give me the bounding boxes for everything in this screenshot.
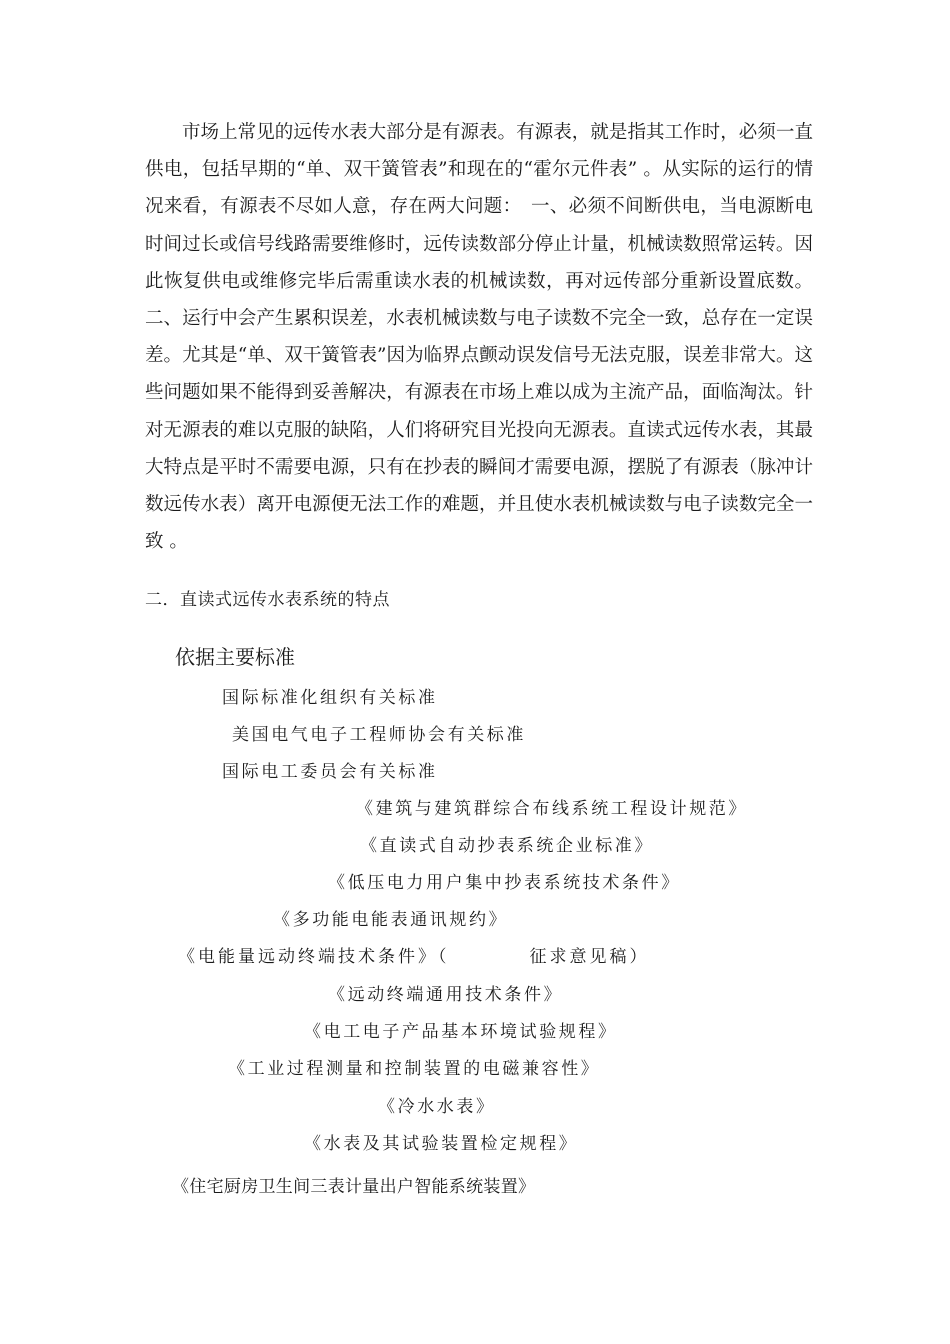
- standard-item: 《水表及其试验装置检定规程》: [304, 1134, 579, 1154]
- standards-heading: 依据主要标准: [175, 645, 295, 669]
- standard-item: 《建筑与建筑群综合布线系统工程设计规范》: [356, 799, 748, 819]
- standard-item: 国际电工委员会有关标准: [222, 762, 438, 782]
- standard-item: 国际标准化组织有关标准: [222, 688, 438, 708]
- section-heading: 二．直读式远传水表系统的特点: [145, 590, 390, 610]
- standard-item: 美国电气电子工程师协会有关标准: [232, 725, 526, 745]
- standard-item: 《冷水水表》: [378, 1097, 496, 1117]
- standard-item: 《多功能电能表通讯规约》: [273, 910, 509, 930]
- standard-item: 《住宅厨房卫生间三表计量出户智能系统装置》: [172, 1177, 536, 1197]
- standard-item: 《直读式自动抄表系统企业标准》: [360, 836, 654, 856]
- standard-item: 《远动终端通用技术条件》: [328, 985, 564, 1005]
- standard-item: 《工业过程测量和控制装置的电磁兼容性》: [228, 1059, 601, 1079]
- standard-item: 《低压电力用户集中抄表系统技术条件》: [328, 873, 681, 893]
- standard-item: 《电工电子产品基本环境试验规程》: [304, 1022, 618, 1042]
- intro-paragraph: 市场上常见的远传水表大部分是有源表。有源表，就是指其工作时，必须一直供电，包括早期的“单、双干簧管表”和现在的“霍尔元件表” 。从实际的运行的情况来看，有源表不尽如人意，存在两大问题： 一、必须不间断供电，当电源断电时间过长或信号线路需要维修时，远传读数部分停止计量，机械读数照常运转。因此恢复供电或维修完毕后需重读水表的机械读数，再对远传部分重新设置底数。二、运行中会产生累积误差，水表机械读数与电子读数不完全一致，总存在一定误差。尤其是“单、双干簧管表”因为临界点颤动误发信号无法克服，误差非常大。这些问题如果不能得到妥善解决，有源表在市场上难以成为主流产品，面临淘汰。针对无源表的难以克服的缺陷，人们将研究目光投向无源表。直读式远传水表，其最大特点是平时不需要电源，只有在抄表的瞬间才需要电源，摆脱了有源表（脉冲计数远传水表）离开电源便无法工作的难题，并且使水表机械读数与电子读数完全一致 。: [145, 122, 813, 553]
- standard-item: 《电能量远动终端技术条件》（ 征求意见稿）: [178, 947, 650, 967]
